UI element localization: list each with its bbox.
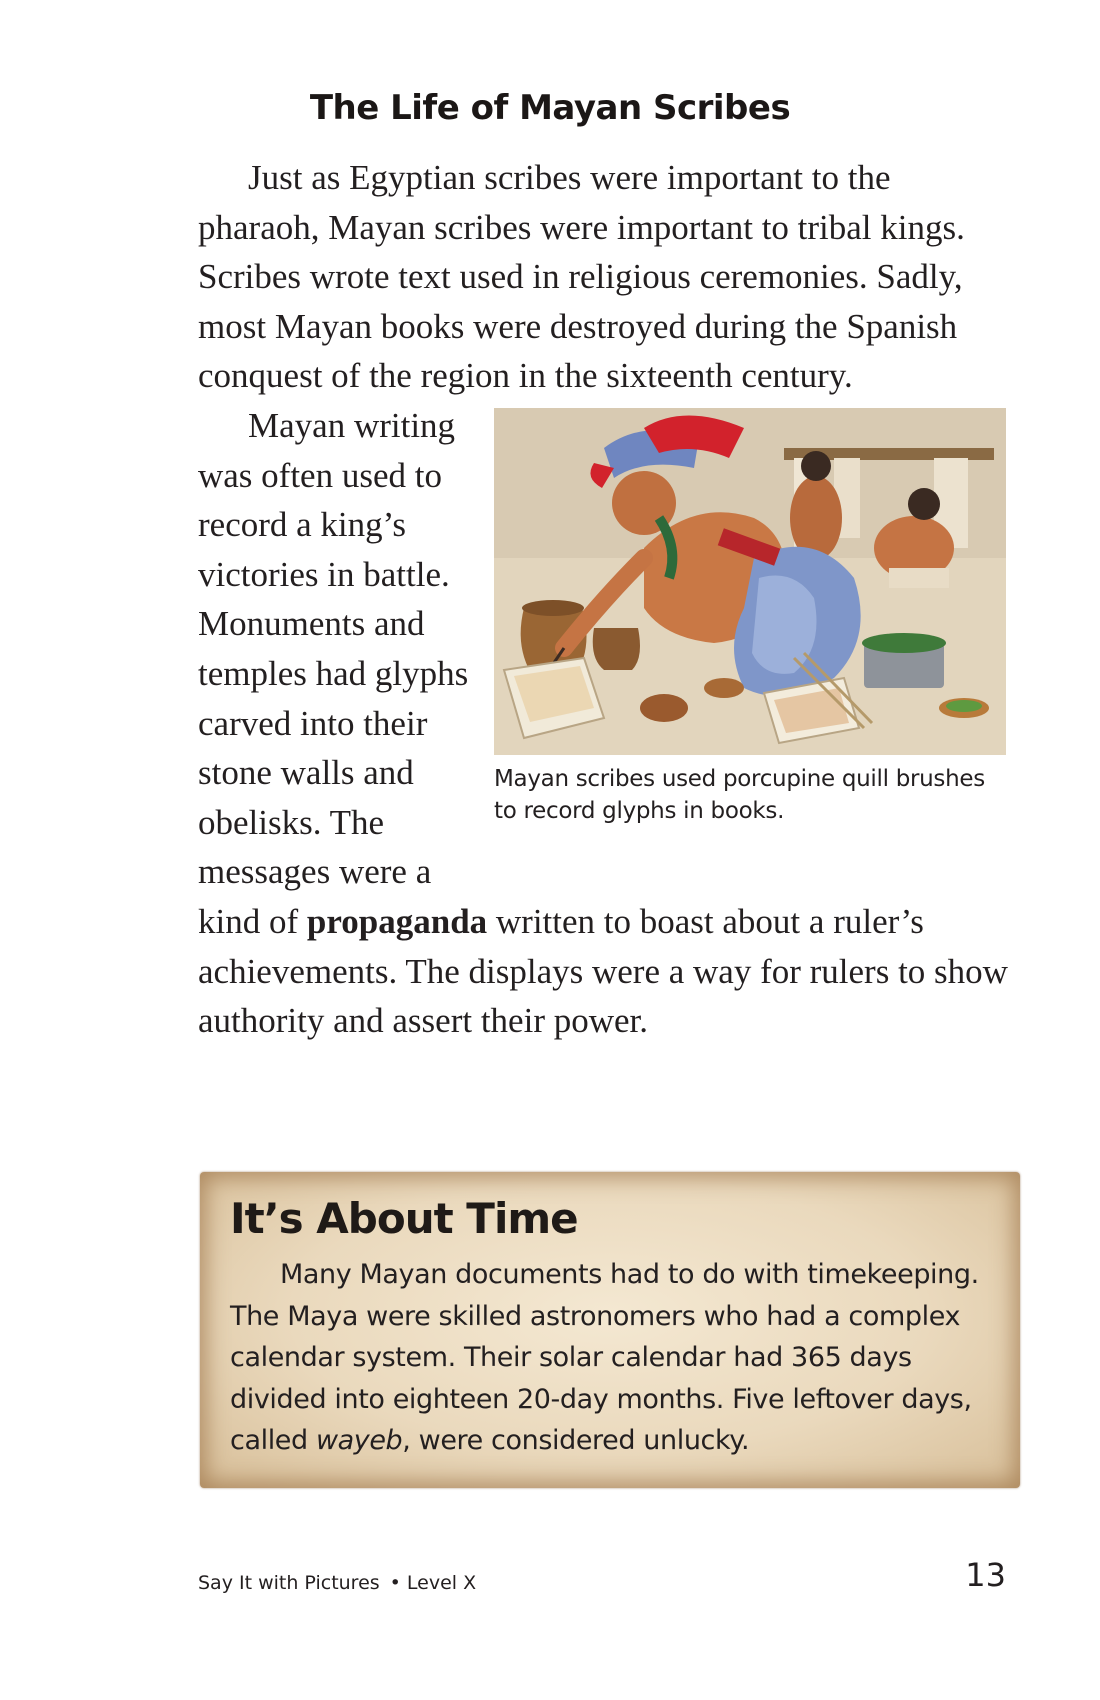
scribes-illustration <box>494 408 1006 755</box>
sidebar-text <box>230 1254 1000 1462</box>
paragraph-1 <box>198 153 1018 401</box>
sidebar-box <box>200 1172 1020 1488</box>
page-title: The Life of Mayan Scribes <box>309 88 791 128</box>
vocabulary-term: propaganda <box>306 901 488 941</box>
main-text <box>198 153 1018 1046</box>
sidebar-title: It’s About Time <box>230 1194 578 1243</box>
figure-caption: Mayan scribes used porcupine quill brushes to record glyphs in books. <box>494 765 985 824</box>
page-number: 13 <box>965 1556 1006 1594</box>
footer-book-title: Say It with Pictures <box>198 1572 380 1594</box>
sidebar-text-after: , were considered unlucky. <box>402 1425 750 1456</box>
footer-book-info <box>198 1572 476 1594</box>
sidebar-text-before: Many Mayan documents had to do with timekeeping. The Maya were skilled astronomers who had a complex calendar system. Their solar calendar had 365 days divided into eighteen 20-day months. Five leftover days, called <box>230 1259 979 1456</box>
sidebar-term: wayeb <box>315 1425 403 1456</box>
paragraph-2-text-after: written to boast about a ruler’s achievements. The displays were a way for rulers to show authority and assert their power. <box>198 901 1008 1041</box>
figure <box>494 408 1006 856</box>
bullet-icon: • <box>389 1572 401 1594</box>
footer-level: Level X <box>406 1572 477 1594</box>
paragraph-2-text-before: Mayan writing was often used to record a king’s victories in battle. Monuments and temples had glyphs carved into their stone walls and obelisks. The messages were a kind of <box>198 405 469 941</box>
paragraph-1-text: Just as Egyptian scribes were important to the pharaoh, Mayan scribes were important to tribal kings. Scribes wrote text used in religious ceremonies. Sadly, most Mayan books were destroyed during the Spanish conquest of the region in the sixteenth century. <box>198 158 965 396</box>
scribes-drawing <box>494 408 1006 755</box>
